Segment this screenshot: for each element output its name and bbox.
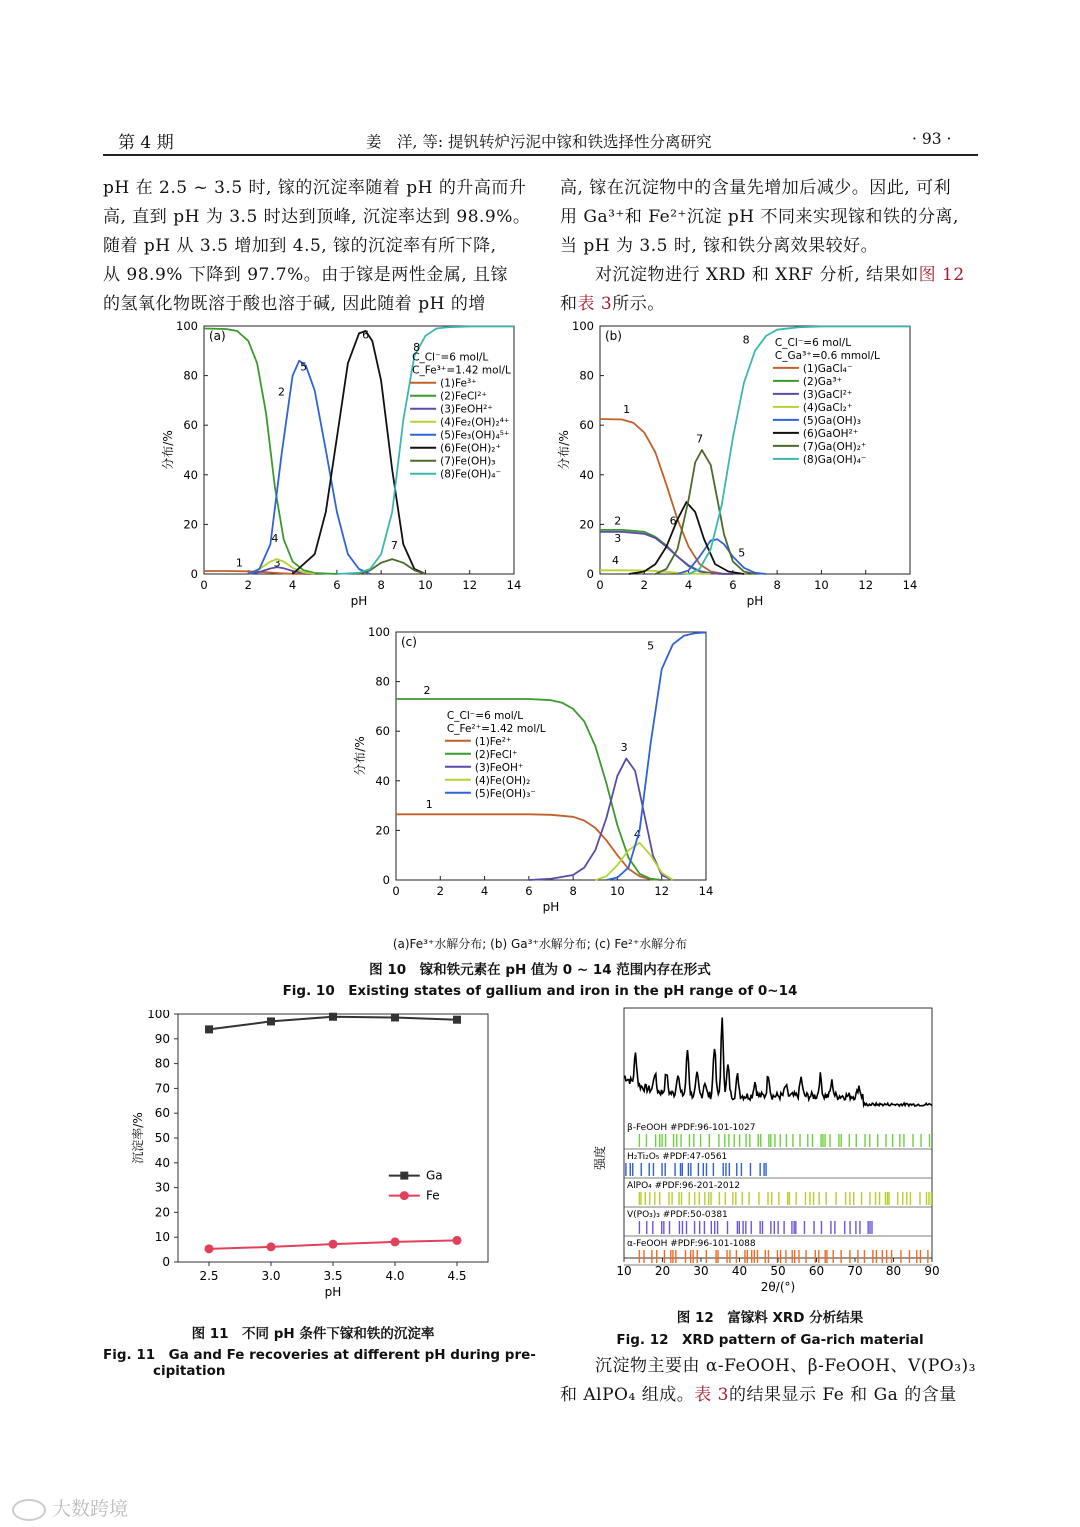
series-number-label: 4 (633, 827, 641, 841)
body-text-left (103, 174, 530, 319)
y-axis-label: 分布/% (353, 736, 367, 776)
series-number-label: 4 (612, 554, 619, 568)
series-number-label: 6 (669, 514, 677, 528)
data-point (391, 1237, 400, 1246)
series-number-label: 1 (623, 402, 631, 416)
legend-entry: (5)Fe(OH)₃⁻ (474, 787, 536, 800)
text-line: 随着 pH 从 3.5 增加到 4.5, 镓的沉淀率有所下降, (103, 236, 497, 256)
y-tick-label: 80 (375, 674, 390, 689)
y-tick-label: 60 (375, 724, 390, 739)
text-line: 和 AlPO₄ 组成。表 3的结果显示 Fe 和 Ga 的含量 (560, 1385, 957, 1405)
xrd-trace (624, 1018, 932, 1107)
y-tick-label: 40 (183, 467, 198, 482)
panel-label: (c) (401, 635, 417, 649)
y-tick-label: 0 (190, 567, 198, 581)
y-tick-label: 0 (162, 1255, 170, 1269)
fig10-caption-en: Fig. 10 Existing states of gallium and iron in the pH range of 0~14 (282, 983, 798, 999)
y-tick-label: 0 (382, 873, 390, 887)
x-tick-label: 3.5 (323, 1269, 343, 1283)
y-tick-label: 100 (368, 625, 390, 639)
data-point (329, 1240, 338, 1249)
y-tick-label: 60 (183, 418, 198, 433)
x-tick-label: 2 (436, 884, 444, 898)
legend-entry: (7)Fe(OH)₃ (440, 455, 496, 468)
data-point (329, 1013, 337, 1021)
reference-pattern-label: AlPO₄ #PDF:96-201-2012 (627, 1181, 741, 1191)
x-tick-label: 90 (924, 1264, 940, 1278)
fig12-caption-en: Fig. 12 XRD pattern of Ga-rich material (616, 1332, 924, 1348)
watermark: 大数跨境 (12, 1494, 128, 1521)
series-number-label: 7 (390, 539, 398, 553)
series-line (396, 814, 662, 880)
x-tick-label: 6 (333, 578, 341, 592)
condition-label: C_Cl⁻=6 mol/L (446, 709, 524, 722)
data-point (453, 1236, 462, 1245)
x-tick-label: 10 (610, 884, 625, 898)
x-tick-label: 10 (616, 1264, 632, 1278)
x-axis-label: pH (542, 900, 560, 914)
series-number-label: 2 (278, 385, 285, 399)
x-tick-label: 40 (731, 1264, 748, 1278)
x-tick-label: 2 (244, 578, 252, 592)
x-tick-label: 8 (377, 578, 385, 592)
x-tick-label: 2.5 (199, 1269, 219, 1283)
y-axis-label: 沉淀率/% (131, 1112, 145, 1164)
legend-marker (400, 1191, 409, 1200)
x-tick-label: 50 (770, 1264, 786, 1278)
series-number-label: 1 (425, 798, 433, 812)
x-tick-label: 0 (392, 884, 400, 898)
series-line (606, 633, 706, 881)
condition-label: C_Fe²⁺=1.42 mol/L (446, 722, 546, 735)
x-tick-label: 60 (808, 1264, 825, 1278)
legend-entry: (4)Fe(OH)₂ (474, 774, 531, 787)
x-tick-label: 12 (462, 578, 478, 592)
y-tick-label: 100 (147, 1010, 170, 1021)
fig10b-chart (556, 318, 926, 618)
data-point (205, 1244, 214, 1253)
y-tick-label: 90 (154, 1031, 170, 1046)
y-tick-label: 30 (154, 1180, 170, 1195)
series-number-label: 5 (647, 639, 655, 653)
legend-marker (400, 1172, 408, 1180)
y-tick-label: 80 (154, 1056, 170, 1071)
fig10-caption-cn: 图 10 镓和铁元素在 pH 值为 0 ~ 14 范围内存在形式 (369, 962, 711, 978)
x-tick-label: 4.0 (385, 1269, 405, 1283)
x-tick-label: 10 (418, 578, 433, 592)
text-line: 对沉淀物进行 XRD 和 XRF 分析, 结果如图 12 (560, 265, 965, 285)
x-tick-label: 20 (654, 1264, 671, 1278)
data-point (205, 1025, 213, 1033)
legend-entry: (1)GaCl₄⁻ (802, 362, 853, 375)
legend-entry: (6)GaOH²⁺ (802, 427, 859, 440)
reference-pattern-label: H₂Ti₂O₅ #PDF:47-0561 (627, 1152, 728, 1162)
legend-entry: (4)Fe₂(OH)₂⁴⁺ (440, 416, 510, 429)
x-axis-label: pH (746, 594, 764, 608)
legend-entry: (8)Ga(OH)₄⁻ (802, 453, 867, 466)
fig11-caption-en-line1: Fig. 11 Ga and Fe recoveries at different pH during pre- (103, 1347, 536, 1363)
x-axis-label: pH (324, 1285, 342, 1299)
body-text-right (560, 174, 965, 319)
x-tick-label: 4.5 (447, 1269, 467, 1283)
data-point (391, 1013, 399, 1021)
x-tick-label: 6 (525, 884, 533, 898)
y-tick-label: 20 (375, 823, 390, 838)
fig11-caption-en-line2: cipitation (153, 1363, 226, 1379)
fig10a-chart (160, 318, 530, 618)
x-tick-label: 30 (693, 1264, 709, 1278)
legend-entry: (2)FeCl⁺ (474, 748, 518, 761)
x-tick-label: 12 (858, 578, 874, 592)
data-point (267, 1242, 276, 1251)
series-line (689, 327, 910, 575)
fig11-caption-cn: 图 11 不同 pH 条件下镓和铁的沉淀率 (191, 1326, 435, 1342)
text-line: 从 98.9% 下降到 97.7%。由于镓是两性金属, 且镓 (103, 265, 509, 285)
legend-entry: (3)GaCl²⁺ (802, 388, 853, 401)
y-tick-label: 60 (154, 1106, 170, 1121)
fig10-subcaption: (a)Fe³⁺水解分布; (b) Ga³⁺水解分布; (c) Fe²⁺水解分布 (392, 937, 688, 951)
y-tick-label: 0 (586, 567, 594, 581)
x-tick-label: 6 (729, 578, 737, 592)
table-3-reference: 表 3 (694, 1385, 729, 1405)
legend-entry: (7)Ga(OH)₂⁺ (802, 440, 867, 453)
series-line (248, 361, 370, 574)
legend-entry: (1)Fe³⁺ (440, 377, 477, 390)
body-text-bottom (560, 1352, 976, 1410)
x-tick-label: 0 (596, 578, 604, 592)
weibo-logo-icon (12, 1499, 46, 1521)
series-number-label: 3 (273, 556, 281, 570)
x-tick-label: 4 (480, 884, 489, 898)
y-axis-label: 分布/% (161, 430, 175, 470)
series-number-label: 5 (300, 360, 308, 374)
data-point (267, 1017, 275, 1025)
series-line (529, 759, 673, 881)
x-tick-label: 3.0 (261, 1269, 281, 1283)
journal-issue: 第 4 期 (118, 133, 174, 153)
legend-entry: (3)FeOH⁺ (474, 761, 524, 774)
condition-label: C_Cl⁻=6 mol/L (412, 351, 489, 364)
x-tick-label: 14 (902, 578, 918, 592)
fig10c-chart (352, 624, 722, 924)
y-tick-label: 50 (154, 1131, 170, 1145)
y-tick-label: 20 (154, 1205, 170, 1220)
x-tick-label: 80 (885, 1264, 902, 1278)
plot-frame (396, 632, 706, 880)
reference-pattern-label: β-FeOOH #PDF:96-101-1027 (627, 1123, 756, 1133)
data-point (453, 1016, 461, 1024)
y-tick-label: 20 (579, 517, 594, 532)
condition-label: C_Ga³⁺=0.6 mmol/L (774, 349, 880, 362)
series-number-label: 2 (614, 514, 622, 528)
y-tick-label: 80 (579, 368, 594, 383)
fig11-chart (126, 1010, 506, 1315)
running-title: 姜 洋, 等: 提钒转炉污泥中镓和铁选择性分离研究 (366, 133, 712, 151)
legend-entry: (2)Ga³⁺ (802, 375, 843, 388)
reference-pattern-label: α-FeOOH #PDF:96-101-1088 (627, 1239, 756, 1249)
y-tick-label: 10 (154, 1230, 170, 1245)
x-axis-label: 2θ/(°) (760, 1280, 796, 1294)
figure-12-reference: 图 12 (918, 265, 965, 285)
series-line (293, 331, 426, 574)
legend-entry: (3)FeOH²⁺ (440, 403, 493, 416)
legend-entry: Ga (426, 1168, 443, 1183)
legend-entry: (8)Fe(OH)₄⁻ (440, 468, 502, 481)
series-number-label: 8 (742, 333, 750, 347)
series-number-label: 3 (620, 741, 628, 755)
legend-entry: (6)Fe(OH)₂⁺ (440, 442, 502, 455)
panel-label: (b) (605, 329, 622, 343)
x-tick-label: 12 (654, 884, 670, 898)
series-line (600, 419, 733, 574)
text-line: 沉淀物主要由 α-FeOOH、β-FeOOH、V(PO₃)₃ (560, 1356, 976, 1376)
y-axis-label: 强度 (593, 1145, 607, 1171)
series-number-label: 7 (696, 432, 704, 446)
condition-label: C_Fe³⁺=1.42 mol/L (412, 364, 511, 377)
series-line (359, 559, 425, 574)
legend-entry: Fe (426, 1188, 440, 1203)
y-tick-label: 40 (375, 773, 390, 788)
y-tick-label: 100 (572, 319, 594, 333)
x-tick-label: 10 (814, 578, 829, 592)
x-tick-label: 4 (288, 578, 297, 592)
legend-entry: (5)Ga(OH)₃ (802, 414, 861, 427)
y-tick-label: 80 (183, 368, 198, 383)
plot-frame (178, 1014, 488, 1262)
series-number-label: 1 (235, 556, 243, 570)
legend-entry: (5)Fe₃(OH)₄⁵⁺ (440, 429, 510, 442)
series-number-label: 4 (271, 531, 279, 545)
legend-entry: (4)GaCl₂⁺ (802, 401, 853, 414)
y-tick-label: 40 (579, 467, 594, 482)
text-line: 高, 直到 pH 为 3.5 时达到顶峰, 沉淀率达到 98.9%。 (103, 207, 531, 227)
y-tick-label: 60 (579, 418, 594, 433)
x-tick-label: 4 (684, 578, 693, 592)
series-number-label: 3 (614, 531, 622, 545)
header-rule (103, 154, 978, 156)
x-tick-label: 70 (847, 1264, 863, 1278)
text-line: 高, 镓在沉淀物中的含量先增加后减少。因此, 可利 (560, 178, 952, 198)
y-tick-label: 20 (183, 517, 198, 532)
series-number-label: 5 (738, 546, 746, 560)
text-line: pH 在 2.5 ~ 3.5 时, 镓的沉淀率随着 pH 的升高而升 (103, 178, 527, 198)
x-tick-label: 14 (506, 578, 522, 592)
x-tick-label: 0 (200, 578, 208, 592)
condition-label: C_Cl⁻=6 mol/L (774, 336, 852, 349)
plot-frame (624, 1008, 932, 1258)
x-tick-label: 8 (773, 578, 781, 592)
y-axis-label: 分布/% (557, 430, 571, 470)
x-tick-label: 8 (569, 884, 577, 898)
y-tick-label: 70 (154, 1081, 170, 1096)
legend-entry: (2)FeCl²⁺ (440, 390, 487, 403)
text-line: 的氢氧化物既溶于酸也溶于碱, 因此随着 pH 的增 (103, 294, 486, 314)
page-number: · 93 · (912, 130, 952, 148)
y-tick-label: 100 (176, 319, 198, 333)
legend-entry: (1)Fe²⁺ (474, 735, 512, 748)
x-tick-label: 2 (640, 578, 648, 592)
series-number-label: 2 (423, 684, 431, 697)
panel-label: (a) (209, 329, 226, 343)
series-number-label: 6 (362, 328, 370, 342)
series-number-label: 8 (413, 340, 421, 354)
text-line: 当 pH 为 3.5 时, 镓和铁分离效果较好。 (560, 236, 879, 256)
x-axis-label: pH (350, 594, 368, 608)
y-tick-label: 40 (154, 1155, 170, 1170)
text-line: 用 Ga³⁺和 Fe²⁺沉淀 pH 不同来实现镓和铁的分离, (560, 207, 959, 227)
table-3-reference: 表 3 (577, 294, 613, 314)
x-tick-label: 14 (698, 884, 714, 898)
reference-pattern-label: V(PO₃)₃ #PDF:50-0381 (627, 1210, 728, 1220)
fig12-chart (590, 1004, 950, 1304)
text-line: 和表 3所示。 (560, 294, 665, 314)
fig12-caption-cn: 图 12 富镓料 XRD 分析结果 (676, 1310, 864, 1326)
